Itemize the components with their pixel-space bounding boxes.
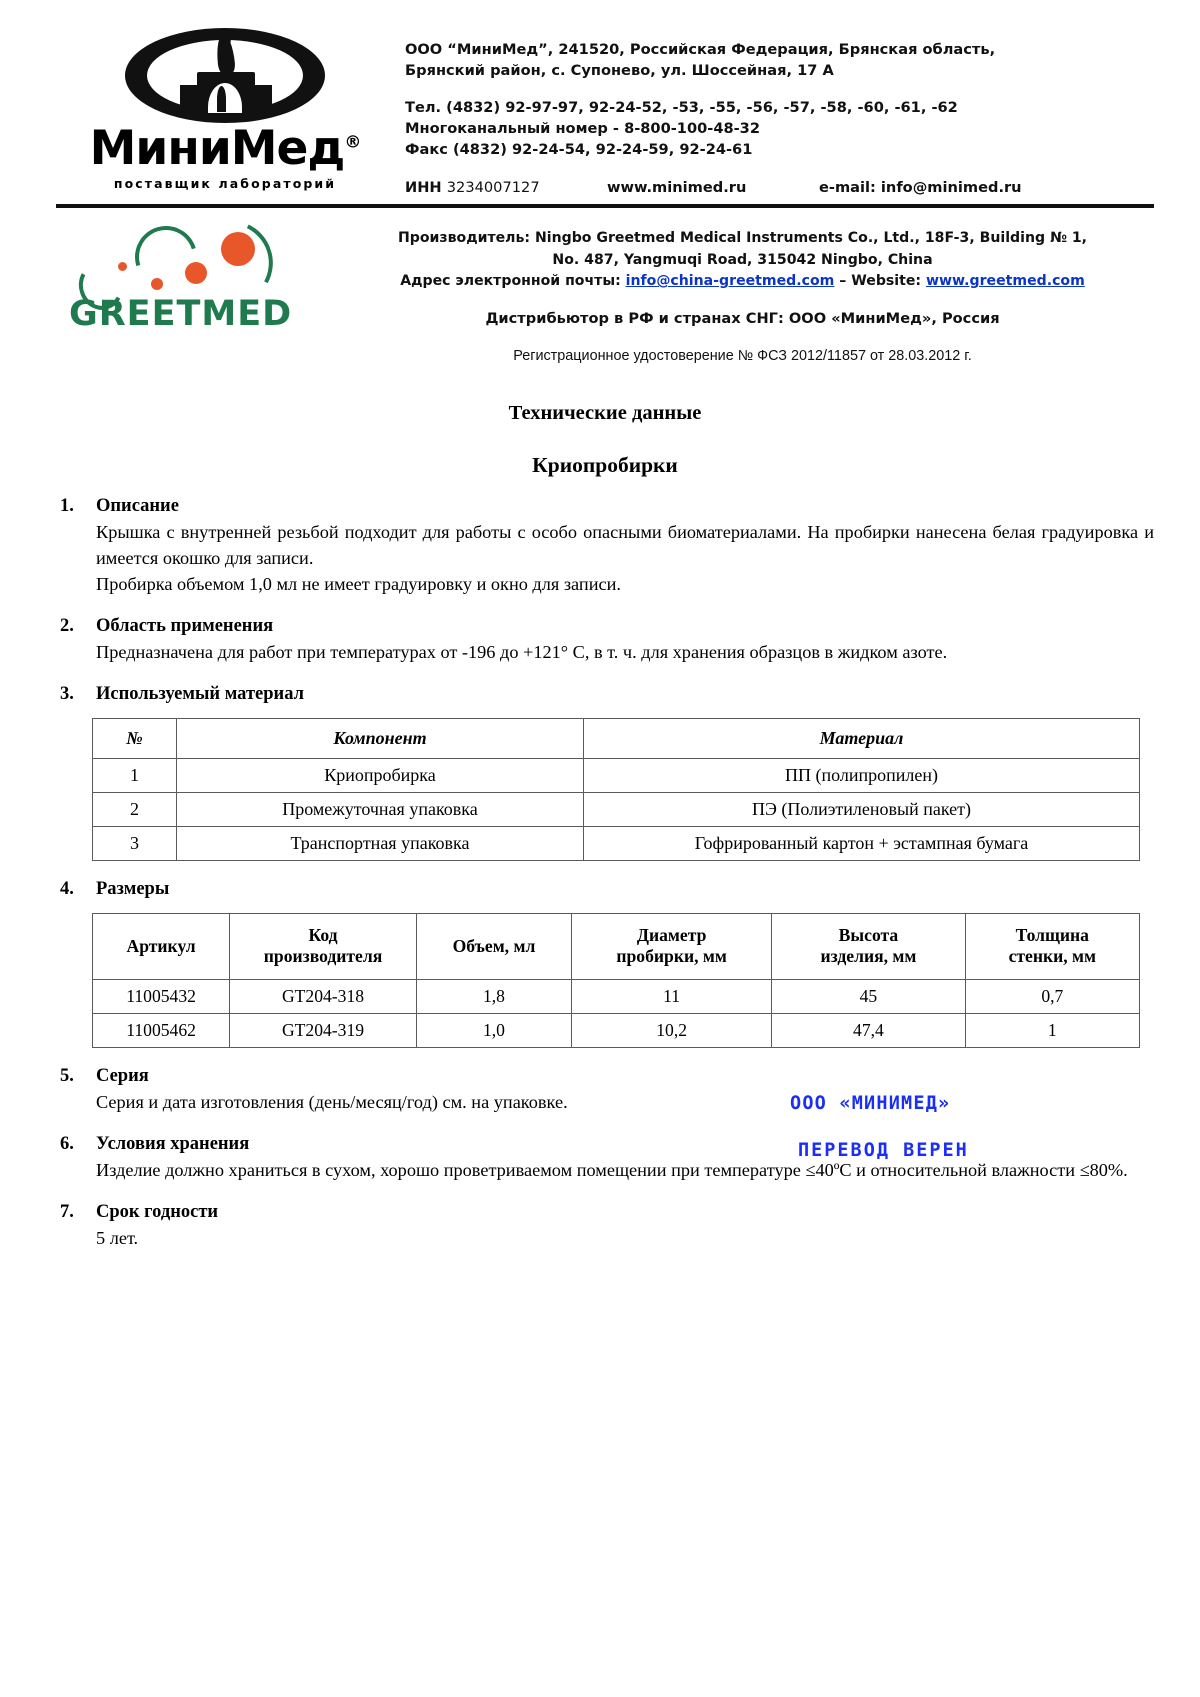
letterhead — [0, 0, 1200, 198]
section-title: Срок годности — [96, 1202, 219, 1223]
column-header-wall-thickness: Толщина стенки, мм — [965, 914, 1139, 980]
manufacturer-details — [340, 222, 1145, 367]
section-paragraph: Крышка с внутренней резьбой подходит для работы с особо опасными биоматериалами. На пробирки нанесена белая градуировка и имеется окошко для записи. — [96, 521, 1154, 568]
cell-number: 1 — [93, 758, 177, 792]
document-body — [0, 402, 1200, 1253]
column-header-height: Высота изделия, мм — [772, 914, 965, 980]
section-title: Описание — [96, 495, 179, 516]
dimensions-table — [92, 913, 1140, 1048]
cell-thickness: 1 — [965, 1013, 1139, 1047]
cell-code: GT204-318 — [230, 979, 417, 1013]
table-header-row — [93, 718, 1140, 758]
page-title: Технические данные — [508, 401, 702, 424]
company-contact-block — [395, 22, 1140, 198]
greetmed-logo — [55, 222, 340, 337]
registered-mark-icon: ® — [344, 132, 361, 153]
cell-component: Криопробирка — [177, 758, 584, 792]
company-website[interactable]: www.minimed.ru — [607, 178, 747, 196]
table-row — [93, 826, 1140, 860]
cell-material: ПЭ (Полиэтиленовый пакет) — [584, 792, 1140, 826]
column-header-volume: Объем, мл — [416, 914, 571, 980]
column-header-article: Артикул — [93, 914, 230, 980]
section-number: 5. — [60, 1065, 74, 1086]
manufacturer-website-link[interactable]: www.greetmed.com — [925, 273, 1085, 290]
section-number: 4. — [60, 878, 74, 899]
cell-height: 47,4 — [772, 1013, 965, 1047]
section-title: Используемый материал — [96, 683, 304, 704]
section-title: Размеры — [96, 878, 170, 899]
table-row — [93, 979, 1140, 1013]
section-number: 3. — [60, 683, 74, 704]
cell-number: 2 — [93, 792, 177, 826]
section-number: 6. — [60, 1134, 74, 1155]
section-materials — [56, 683, 1154, 861]
section-dimensions — [56, 878, 1154, 1048]
section-paragraph: Пробирка объемом 1,0 мл не имеет градуировку и окно для записи. — [96, 573, 621, 594]
column-header-number: № — [93, 718, 177, 758]
manufacturer-email-link[interactable]: info@china-greetmed.com — [625, 273, 835, 290]
company-inn: ИНН 3234007127 — [405, 178, 540, 196]
cell-code: GT204-319 — [230, 1013, 417, 1047]
section-paragraph: 5 лет. — [96, 1228, 139, 1249]
company-address-line1: ООО “МиниМед”, 241520, Российская Федерация, Брянская область, — [405, 41, 996, 58]
minimed-tagline: поставщик лабораторий — [113, 176, 337, 191]
materials-table — [92, 718, 1140, 861]
stamp-certification: ПЕРЕВОД ВЕРЕН — [798, 1139, 969, 1161]
column-header-material: Материал — [584, 718, 1140, 758]
manufacturer-email-label: Адрес электронной почты: — [400, 273, 621, 290]
company-phone: Тел. (4832) 92-97-97, 92-24-52, -53, -55, -56, -57, -58, -60, -61, -62 — [405, 99, 958, 117]
page-subtitle: Криопробирки — [532, 452, 678, 477]
section-title: Условия хранения — [96, 1134, 250, 1155]
company-inn-value: 3234007127 — [446, 178, 540, 196]
cell-article: 11005462 — [93, 1013, 230, 1047]
section-title: Серия — [96, 1065, 149, 1086]
cell-diameter: 10,2 — [572, 1013, 772, 1047]
cell-component: Промежуточная упаковка — [177, 792, 584, 826]
table-header-row — [93, 914, 1140, 980]
cell-component: Транспортная упаковка — [177, 826, 584, 860]
section-title: Область применения — [96, 615, 274, 636]
minimed-wordmark — [55, 121, 395, 176]
company-fax: Факс (4832) 92-24-54, 92-24-59, 92-24-61 — [405, 140, 753, 158]
column-header-manufacturer-code: Код производителя — [230, 914, 417, 980]
stamp-company: ООО «МИНИМЕД» — [790, 1093, 951, 1114]
table-row — [93, 1013, 1140, 1047]
cell-volume: 1,8 — [416, 979, 571, 1013]
minimed-wordmark-text: МиниМед — [89, 121, 345, 176]
cell-volume: 1,0 — [416, 1013, 571, 1047]
section-number: 2. — [60, 615, 74, 636]
company-email[interactable]: e-mail: info@minimed.ru — [819, 178, 1022, 196]
minimed-logo — [55, 22, 395, 197]
minimed-emblem-icon — [125, 28, 325, 123]
distributor-line: Дистрибьютор в РФ и странах СНГ: ООО «МиниМед», Россия — [485, 309, 1000, 327]
greetmed-emblem-icon — [73, 222, 303, 300]
section-description — [56, 495, 1154, 598]
greetmed-wordmark: GREETMED — [69, 294, 293, 335]
column-header-component: Компонент — [177, 718, 584, 758]
section-application — [56, 615, 1154, 666]
translation-stamp — [790, 1095, 969, 1160]
company-multichannel: Многоканальный номер - 8-800-100-48-32 — [405, 120, 760, 138]
manufacturer-block — [0, 208, 1200, 367]
cell-article: 11005432 — [93, 979, 230, 1013]
section-paragraph: Серия и дата изготовления (день/месяц/год) см. на упаковке. — [96, 1092, 568, 1113]
table-row — [93, 758, 1140, 792]
manufacturer-line2: No. 487, Yangmuqi Road, 315042 Ningbo, China — [552, 251, 933, 268]
section-storage — [56, 1133, 1154, 1184]
cell-material: Гофрированный картон + эстампная бумага — [584, 826, 1140, 860]
section-batch — [56, 1065, 1154, 1116]
cell-number: 3 — [93, 826, 177, 860]
company-address-line2: Брянский район, с. Супонево, ул. Шоссейная, 17 А — [405, 61, 834, 79]
manufacturer-line1: Производитель: Ningbo Greetmed Medical Instruments Co., Ltd., 18F-3, Building № 1, — [397, 230, 1088, 247]
section-number: 7. — [60, 1202, 74, 1223]
cell-thickness: 0,7 — [965, 979, 1139, 1013]
section-number: 1. — [60, 495, 74, 516]
column-header-diameter: Диаметр пробирки, мм — [572, 914, 772, 980]
table-row — [93, 792, 1140, 826]
section-shelf-life — [56, 1201, 1154, 1252]
manufacturer-contacts — [340, 271, 1145, 292]
registration-certificate: Регистрационное удостоверение № ФСЗ 2012/11857 от 28.03.2012 г. — [513, 347, 972, 364]
section-paragraph: Изделие должно храниться в сухом, хорошо проветриваемом помещении при температуре ≤40ºС и относительной влажности ≤80%. — [96, 1160, 1128, 1181]
cell-height: 45 — [772, 979, 965, 1013]
section-paragraph: Предназначена для работ при температурах от -196 до +121° С, в т. ч. для хранения образцов в жидком азоте. — [96, 641, 948, 662]
cell-diameter: 11 — [572, 979, 772, 1013]
manufacturer-website-label: – Website: — [839, 273, 922, 290]
cell-material: ПП (полипропилен) — [584, 758, 1140, 792]
